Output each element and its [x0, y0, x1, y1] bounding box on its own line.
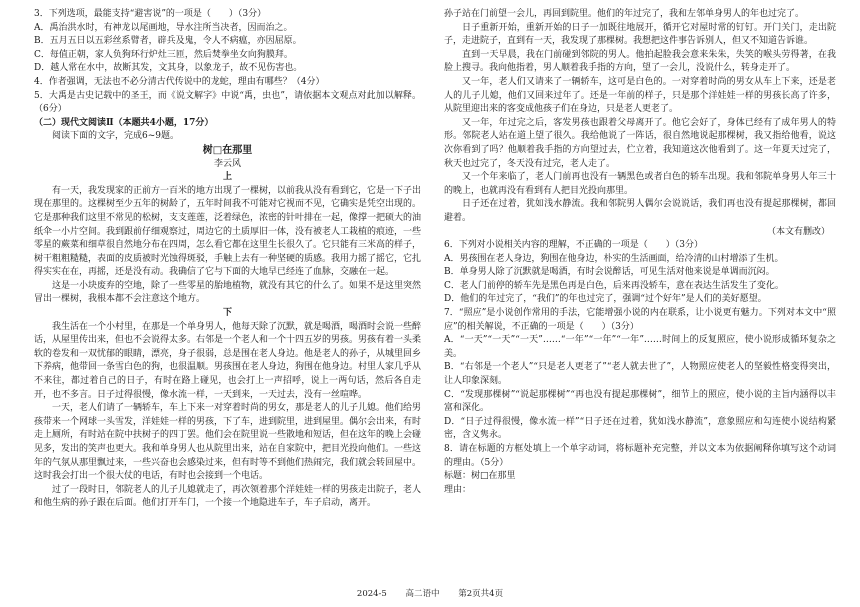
story-paragraph-11: 又一个年来临了，老人门前再也没有一辆黑色或者白色的轿车出现。我和邻院单身男人年三十的晚上，也就再没有看到有人把目光投向那里。: [444, 172, 836, 196]
q3-option-c: C．每值正朝，家人负狗环行炉灶三匝，然后焚拳坐女向狗膜拜。: [34, 49, 293, 60]
answer-reason-line: 理由：: [444, 484, 472, 495]
q3-option-b: B．五月五日以五彩丝系臂者，辟兵及鬼，令人不病瘟，亦因屈原。: [34, 36, 302, 47]
question-8: 8．请在标题的方框处填上一个单字动词，将标题补充完整，并以文本为依据阐释你填写这个动词的理由。（5分）: [444, 444, 836, 468]
reading-instruction: 阅读下面的文字，完成6~9题。: [52, 131, 179, 142]
question-6: 6．下列对小说相关内容的理解，不正确的一项是（ ）（3分）: [444, 240, 703, 251]
story-paragraph-2: 这是一小块废弃的空地，除了一些零星的胎地植物，就没有其它的什么了。如果不是这里突然冒出一棵树，我根本都不会注意这个地方。: [34, 280, 422, 305]
story-paragraph-8: 直到一天早晨，我在门前碰到邻院的男人。他拍起脸我会意来朱朱，失笑的喉头劳得著，在我脸上搜寻。我向他指着，男人顺着我手指的方向，望了一会儿，没说什么，转身走开了。: [444, 49, 836, 74]
question-4: 4．作者强调，无法也不必分清古代传说中的龙蛇，理由有哪些？（4分）: [34, 76, 325, 87]
q3-option-d: D．越人常在水中，故断其发，文其身，以象龙子，故不见伤害也。: [34, 63, 303, 74]
question-3: 3．下列选项，最能支持“避害说”的一项是（ ）（3分）: [34, 9, 267, 19]
q3-option-a: A．禹治洪水时，有神龙以尾画地，导水注所当决者，因而治之。: [34, 22, 293, 33]
story-paragraph-3: 我生活在一个小村里，在那是一个单身男人，他每天除了沉默，就是喝酒，喝酒时会说一些醉话，从屋里传出来，但也不会说得太多。右邻是一个老人和一个十四五岁的男孩。男孩有着一头柔软的卷发和一双忧郁的眼睛，漂亮，身子很弱，总是围在老人身边。他是老人的孙子，从城里回乡下养病，他带回一条雪白色的狗，也很温顺。男孩围在老人身边，狗围在他身边。村里人家几乎从不来往，都过着自己的日子，有时在路上碰见，也会打上一声招呼，说上一两句话，然后各自走开，也不多言。日子过得很慢，像水流一样，一天到来，一天过去，没有一丝喧哗。: [34, 321, 422, 400]
question-7: 7．“照应”是小说创作常用的手法，它能增强小说的内在联系，让小说更有魅力。下列对本文中“照应”的相关解说，不正确的一项是（ ）（3分）: [444, 308, 836, 332]
q6-option-c: C．老人门前停的轿车先是黑色再是白色，后来再没轿车，意在表达生活发生了变化。: [444, 280, 784, 291]
story-paragraph-1: 有一天，我发现家的正前方一百米的地方出现了一棵树，以前我从没有看到它，它是一下子出现在那里的。这棵树至少五年的树龄了，五年时间我不可能对它视而不见，它确实是凭空出现的。它是那种我们这里不常见的松树，支支莲莲，泛着绿色，浓密的针叶排在一起，像撑一把硕大的油纸伞一小片空间。我到跟前仔细观察过，周边它的土质厚旧一体，没有被老人工栽植的痕迹，一些零星的蕨菜和细草很自然地分布在四周，怎么看它都在这里生长很久了。它只能有三米高的样子，树干粗粗糙糙，表面的皮质被时光蚀得斑驳，手触上去有一种坚硬的质感。我用力摇了摇它，它扎得实实在在，再摇，还是没有动。我确信了它与下面的大地早已经连了血脉，交融在一起。: [34, 185, 422, 278]
story-title: 树□在那里: [202, 144, 253, 156]
story-paragraph-12: 日子还在过着，犹如浅水静流。我和邻院男人偶尔会说说话，我们再也没有提起那棵树，都回避着。: [444, 199, 836, 223]
q6-option-d: D．他们的年过完了，“我们”的年也过完了，强调“过个好年”是人们的美好愿望。: [444, 294, 767, 305]
part-one-label: 上: [222, 172, 232, 183]
footer-date: 2024-5: [356, 589, 387, 599]
footer-page-number: 第2页共4页: [458, 589, 504, 599]
q6-option-b: B．单身男人除了沉默就是喝酒，有时会说醉话，可见生活对他来说是单调而沉闷。: [444, 267, 775, 278]
page-footer: [0, 587, 860, 599]
story-paragraph-9: 又一年，老人们又请来了一辆轿车，这可是白色的。一对穿着时尚的男女从车上下来，还是老人的儿子儿媳，他们又回来过年了。还是一年前的样子，只是那个洋娃娃一样的男孩长高了许多，从院里迎出来的客变成他孩子们在身边，只是老人更老了。: [444, 76, 836, 115]
story-paragraph-7: 日子重新开始，重新开始的日子一加既往地展开，循开它对屋时常的钉钉。开门关门，走出院子，走进院子，直到有一天，我发现了那棵树。我想把这件事告诉别人，但又不知道告诉谁。: [444, 22, 836, 47]
right-column: [444, 8, 836, 497]
section-heading: （二）现代文阅读Ⅱ（本题共4小题，17分）: [34, 117, 214, 128]
answer-title-line: 标题：树□在那里: [444, 471, 516, 482]
q7-option-a: A．“一天”“一天”“一天”……“一年”“一年”“一年”……时间上的反复照应，使小说形成循环复杂之美。: [444, 335, 836, 359]
source-note: （本文有删改）: [766, 226, 830, 237]
q7-option-b: B．“右邻是一个老人”“只是老人更老了”“老人就去世了”，人物照应使老人的坚毅性格变得突出，让人印象深刻。: [444, 362, 836, 387]
part-two-label: 下: [222, 308, 232, 319]
story-paragraph-10: 又一年，年过完之后，客发男孩也跟着父母离开了。他它会好了，身体已经有了成年男人的特形。邻院老人站在道上望了很久。我给他说了一阵话，很自然地说起那棵树，我又指给他看，说这次你看到了吗？他顺着我手指的方向望过去，伫立着，我知道这次他看到了。这一年夏天过完了，秋天也过完了，冬天没有过完，老人走了。: [444, 117, 836, 169]
story-author: 李云风: [213, 158, 241, 169]
footer-subject: 高二语中: [405, 589, 440, 599]
story-paragraph-6: 孙子站在门前望一会儿，再回到院里。他们的年过完了，我和左邻单身男人的年也过完了。: [444, 9, 805, 19]
question-5: 5．大禹是古史记载中的圣王，而《说文解字》中说“禹，虫也”，请依据本文观点对此加以解释。（6分）: [34, 90, 421, 115]
q6-option-a: A．男孩围在老人身边，狗围在他身边，朴实的生活画面，给冷清的山村增添了生机。: [444, 253, 784, 264]
left-column: [34, 8, 421, 511]
story-paragraph-5: 过了一段时日，邻院老人的儿子儿媳就走了，再次领着那个洋娃娃一样的男孩走出院子，老人和他生病的孙子跟在后面。他们打开车门，一个接一个地隐进车子，车子启动，离开。: [34, 484, 422, 509]
q7-option-d: D．“日子过得很慢，像水流一样”“日子还在过着，犹如浅水静流”，意象照应和勾连使小说结构紧密，含义隽永。: [444, 416, 836, 441]
q7-option-c: C．“发现那棵树”“说起那棵树”“再也没有提起那棵树”，细节上的照应，使小说的主旨内涵得以丰富和深化。: [444, 389, 836, 414]
story-paragraph-4: 一天，老人们请了一辆轿车，车上下来一对穿着时尚的男女，那是老人的儿子儿媳。他们给男孩带来一个网球一头雪发，洋娃娃一样的男孩，下了车，进到院里，进到屋里。偶尔会出来，有时走上厕所，有时站在院中扶树子的四丁罢。他们会在院里说一些散地和短话，但在这年的晚上会碰见多，发出的笑声也更大。我和单身男人也从院里出来，站在自家院中，把目光投向他们。一些这年的气氛从那里飘过来，一些兴奋也会感染过来，但有时等不到他们热闹完，我们就会转回屋中。这时我会打出一个很大仗的电话，有时也会接到一个电话。: [34, 403, 422, 482]
